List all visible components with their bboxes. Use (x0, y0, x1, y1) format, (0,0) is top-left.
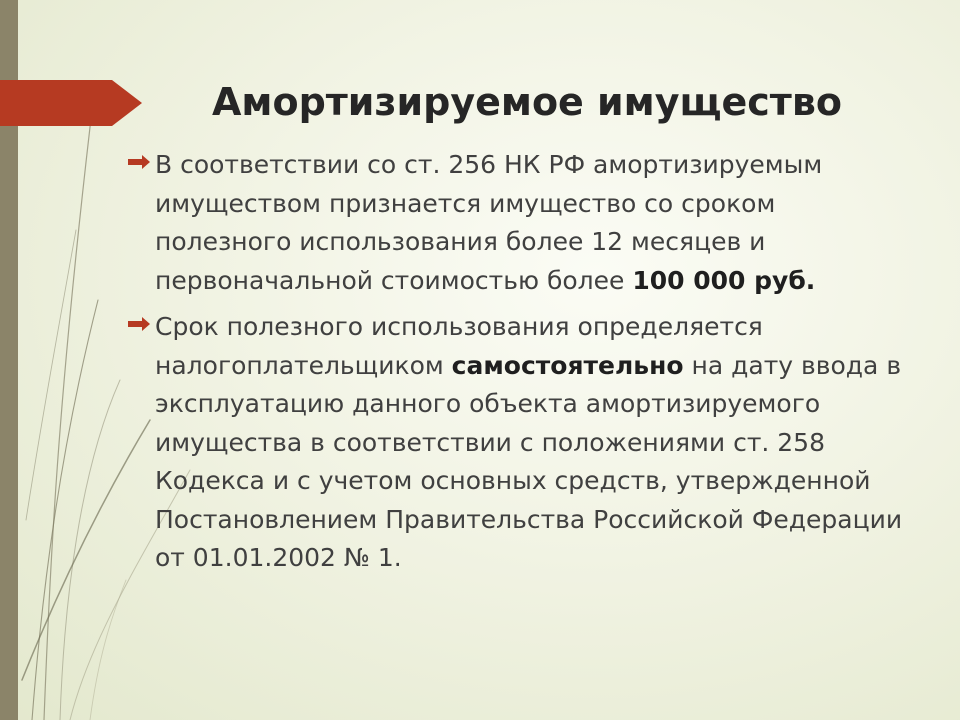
bullet-text (155, 312, 902, 572)
slide-title: Амортизируемое имущество (212, 80, 842, 124)
bullet-text-tail: на дату ввода в эксплуатацию данного объекта амортизируемого имущества в соответствии с положениями ст. 258 Кодекса и с учетом основных средств, утвержденной Постановлением Правительства Российской Федерации от 01.01.2002 № 1. (155, 350, 903, 572)
bullet-text-plain: Срок полезного использования определяется налогоплательщиком (155, 312, 763, 380)
bullet-text (155, 150, 822, 295)
bullet-item (128, 308, 918, 578)
bullet-text-bold: самостоятельно (451, 350, 684, 380)
bullet-text-plain: В соответствии со ст. 256 НК РФ амортизируемым имуществом признается имущество со сроком полезного использования более 12 месяцев и первоначальной стоимостью более (155, 150, 823, 295)
bullet-list (128, 146, 918, 666)
bullet-item (128, 146, 918, 300)
arrow-bullet-icon (128, 155, 152, 169)
arrow-bullet-icon (128, 317, 152, 331)
bullet-text-bold: 100 000 руб. (632, 265, 816, 295)
